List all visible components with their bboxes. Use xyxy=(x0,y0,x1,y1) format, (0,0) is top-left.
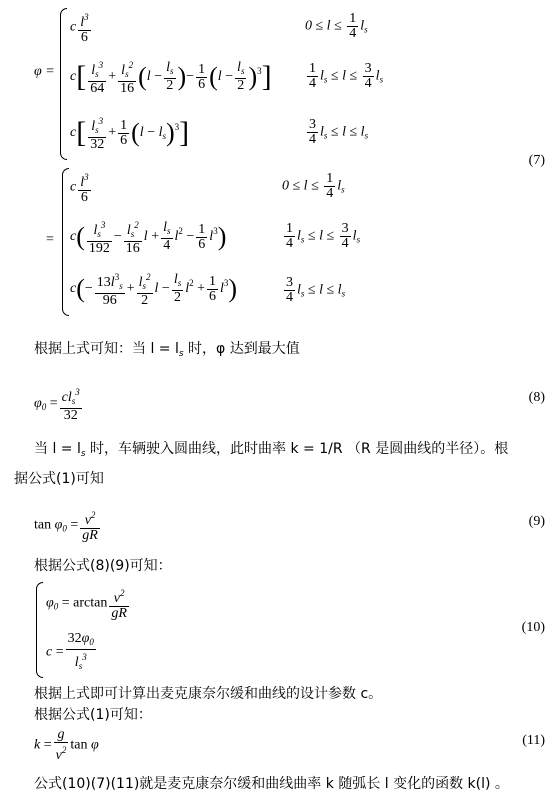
eq7-row3: c[ $\frac{l_s^3}{32}$ + $\frac{1}{6}$ $(l - l_s)^3$] xyxy=(70,116,190,152)
eq7-brace-upper xyxy=(60,8,67,160)
text-formula-ref-1: 据公式(1)可知 xyxy=(14,471,104,487)
eq7-row1: c $\frac{l^3}{6}$ xyxy=(70,12,89,45)
text-design-parameter: 根据上式即可计算出麦克康奈尔缓和曲线的设计参数 c。 xyxy=(34,686,383,702)
eq7-cond4: 0 ≤ l ≤ $\frac{1}{4}$ $l_s$ xyxy=(282,171,345,201)
text-formula-ref-1b: 根据公式(1)可知： xyxy=(34,707,152,723)
eq11-number: (11) xyxy=(522,733,545,748)
eq10-row2: c = $\frac{32\varphi_0}{l_s^3}$ xyxy=(46,631,94,671)
eq10-number: (10) xyxy=(521,620,545,635)
eq7-cond3: $\frac{3}{4}$ $l_s \le l \le l_s$ xyxy=(309,117,369,147)
eq7-brace-lower xyxy=(62,168,69,316)
text-curvature-paragraph: 当 $l = l_s$ 时，车辆驶入圆曲线，此时曲率 k = 1/R （R 是圆曲线的半径）。根 xyxy=(34,441,509,459)
eq11-formula: k = $\frac{g}{v^2}$ tan φ xyxy=(34,727,99,763)
eq7-cond6: $\frac{3}{4}$ $l_s \le l \le l_s$ xyxy=(286,275,346,305)
eq7-row2: c[ $\frac{l_s^3}{64}$ + $\frac{l_s^2}{16}$ (l − $\frac{l_s}{2}$ )− $\frac{1}{6}$ (l − $\frac{l_s}{2}$ )$^3$] xyxy=(70,60,272,96)
eq10-row1: $\varphi_0 = \arctan$ $\frac{v^2}{gR}$ xyxy=(46,588,127,621)
eq7-row4: c $\frac{l^3}{6}$ xyxy=(70,172,89,205)
eq9-number: (9) xyxy=(528,514,545,529)
eq7-lhs-phi: φ = xyxy=(34,64,55,79)
text-formula-ref-8-9: 根据公式(8)(9)可知： xyxy=(34,558,172,574)
text-max-condition: 根据上式可知：当 $l = l_s$ 时，φ 达到最大值 xyxy=(34,341,300,359)
eq7-cond1: 0 ≤ l ≤ $\frac{1}{4}$ $l_s$ xyxy=(305,11,368,41)
eq7-row5: c( $\frac{l_s^3}{192}$ − $\frac{l_s^2}{16}$ l + $\frac{l_s}{4}$ $l^2$ − $\frac{1}{6}$ $l^3$) xyxy=(70,220,227,256)
eq8-number: (8) xyxy=(528,390,545,405)
eq7-lhs-equals: = xyxy=(46,232,54,247)
eq7-cond5: $\frac{1}{4}$ $l_s \le l$ ≤ $\frac{3}{4}$ $l_s$ xyxy=(286,221,361,251)
eq10-brace xyxy=(36,582,43,678)
text-conclusion: 公式(10)(7)(11)就是麦克康奈尔缓和曲线曲率 k 随弧长 l 变化的函数 k(l) 。 xyxy=(34,776,509,792)
eq7-cond2: $\frac{1}{4}$ $l_s \le l$ ≤ $\frac{3}{4}$ $l_s$ xyxy=(309,61,384,91)
eq7-number: (7) xyxy=(528,153,545,168)
eq9-formula: $\tan \varphi_0$ = $\frac{v^2}{gR}$ xyxy=(34,510,98,543)
eq7-row6: c(− $\frac{13l^3_s}{96}$ + $\frac{l_s^2}{2}$ l − $\frac{l_s}{2}$ $l^2$ + $\frac{1}{6}$ $l^3$) xyxy=(70,272,238,308)
eq8-formula: $\varphi_0$ = $\frac{cl_s^3}{32}$ xyxy=(34,387,80,423)
